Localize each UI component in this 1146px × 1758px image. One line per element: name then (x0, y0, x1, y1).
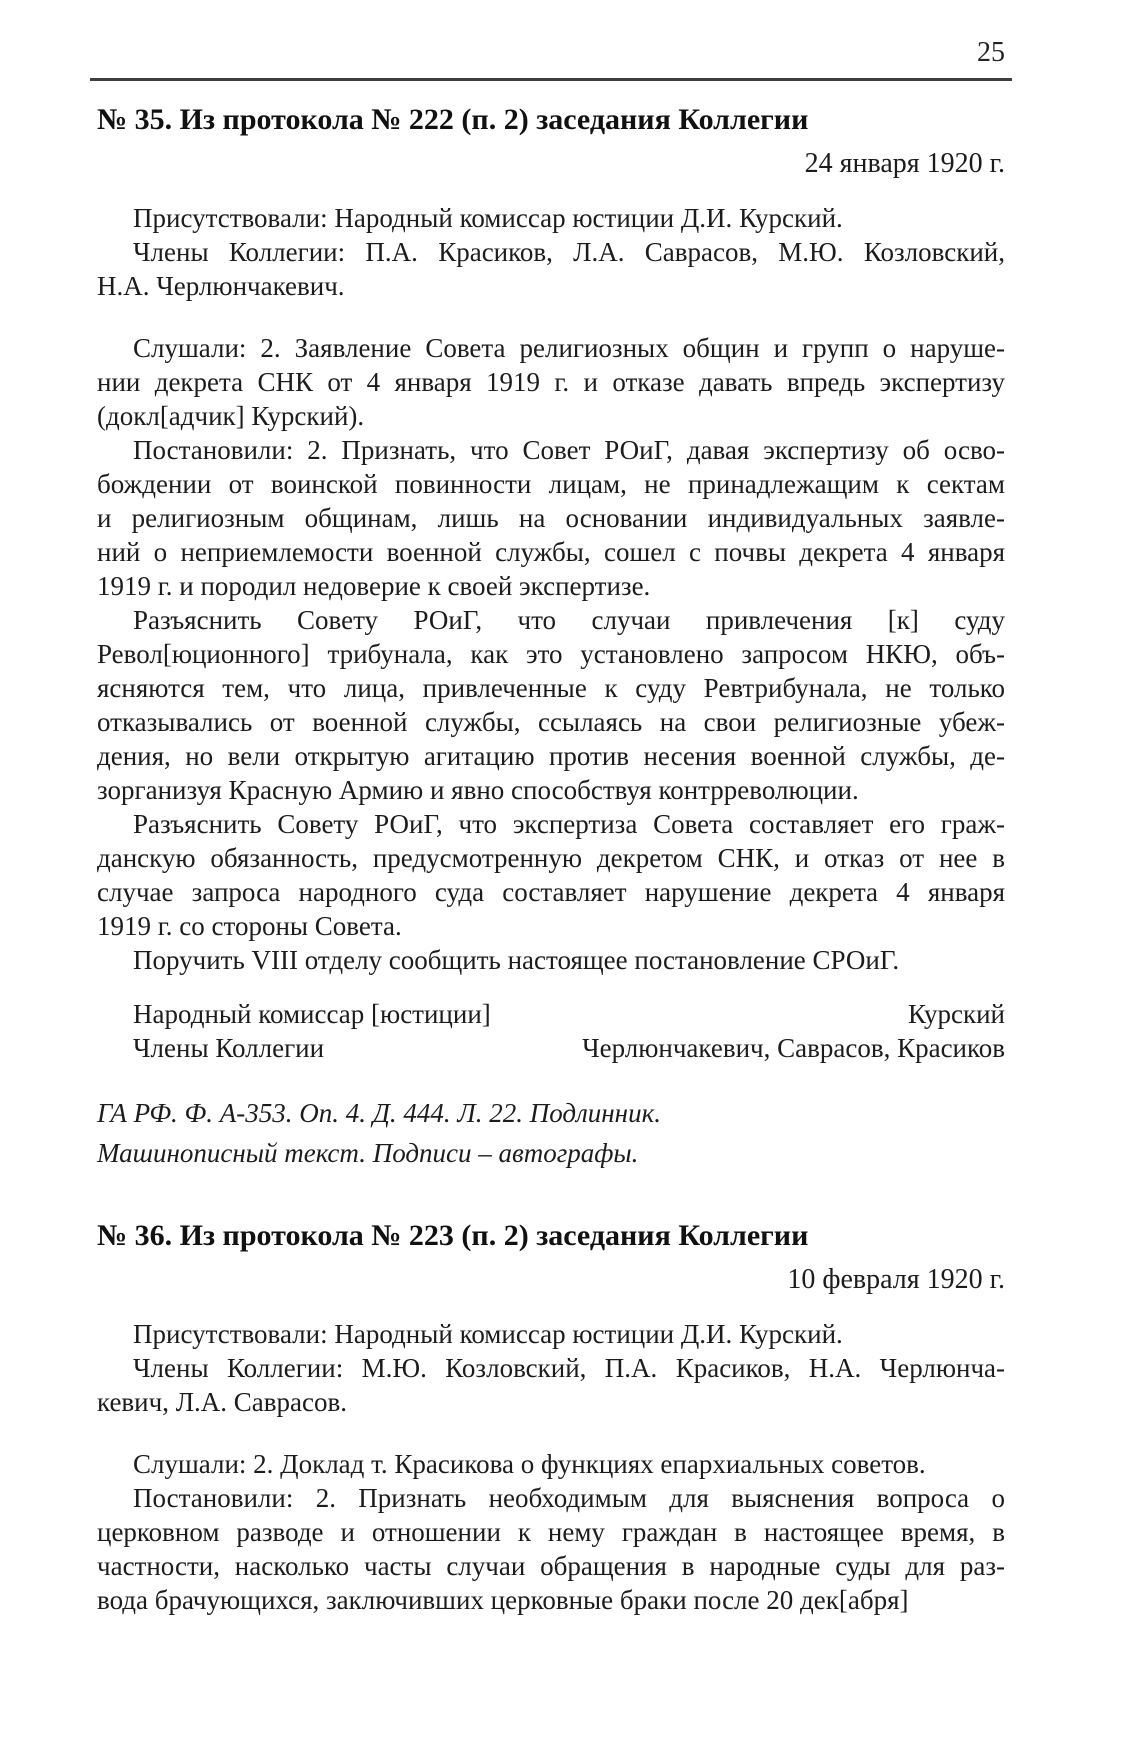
page-number: 25 (977, 37, 1005, 68)
text-line: случае запроса народного суда составляет нарушение декрета 4 января (97, 877, 1005, 907)
doc-36-date: 10 февраля 1920 г. (787, 1264, 1005, 1295)
paragraph (97, 235, 1005, 303)
document-36 (97, 1217, 1005, 1617)
text-line: Присутствовали: Народный комиссар юстиции Д.И. Курский. (133, 203, 843, 233)
text-line: Разъяснить Совету РОиГ, что экспертиза Совета составляет его граж- (133, 809, 1005, 839)
text-line: нии декрета СНК от 4 января 1919 г. и отказе давать впредь экспертизу (97, 367, 1005, 397)
doc-35-date: 24 января 1920 г. (804, 148, 1005, 179)
text-line: Постановили: 2. Признать необходимым для выяснения вопроса о (133, 1483, 1005, 1513)
text-line: Члены Коллегии: М.Ю. Козловский, П.А. Красиков, Н.А. Черлюнча- (133, 1353, 1005, 1383)
text-line: Постановили: 2. Признать, что Совет РОиГ, давая экспертизу об осво- (133, 435, 1005, 465)
text-line: 1919 г. со стороны Совета. (97, 911, 402, 941)
text-line: Присутствовали: Народный комиссар юстиции Д.И. Курский. (133, 1319, 843, 1349)
signature-role: Народный комиссар [юстиции] (133, 999, 491, 1029)
text-line: (докл[адчик] Курский). (97, 401, 365, 431)
signature-row (97, 1031, 1005, 1065)
paragraph (97, 603, 1005, 807)
archive-reference: ГА РФ. Ф. А-353. Оп. 4. Д. 444. Л. 22. Подлинник. (97, 1098, 661, 1128)
text-line: Слушали: 2. Доклад т. Красикова о функциях епархиальных советов. (133, 1449, 926, 1479)
paragraph (97, 433, 1005, 603)
text-line: данскую обязанность, предусмотренную декретом СНК, и отказ от нее в (97, 843, 1005, 873)
text-line: Члены Коллегии: П.А. Красиков, Л.А. Саврасов, М.Ю. Козловский, (133, 237, 1005, 267)
paragraph (97, 1351, 1005, 1419)
text-line: ний о неприемлемости военной службы, сошел с почвы декрета 4 января (97, 537, 1005, 567)
text-line: Разъяснить Совету РОиГ, что случаи привлечения [к] суду (133, 605, 1005, 635)
text-line: вода брачующихся, заключивших церковные браки после 20 дек[абря] (97, 1585, 909, 1615)
doc-36-body (97, 1317, 1005, 1617)
text-line: Револ[юционного] трибунала, как это установлено запросом НКЮ, объ- (97, 639, 1005, 669)
paragraph (97, 1317, 1005, 1351)
paragraph (97, 201, 1005, 235)
text-line: 1919 г. и породил недоверие к своей экспертизе. (97, 571, 651, 601)
text-line: ясняются тем, что лица, привлеченные к суду Ревтрибунала, не только (97, 673, 1005, 703)
paragraph (97, 1447, 1005, 1481)
doc-36-heading: № 36. Из протокола № 223 (п. 2) заседания Коллегии (97, 1219, 809, 1252)
text-line: частности, насколько часты случаи обращения в народные суды для раз- (97, 1551, 1005, 1581)
document-35 (97, 101, 1005, 1173)
text-line: Н.А. Черлюнчакевич. (97, 271, 345, 301)
doc-35-source (97, 1093, 1005, 1173)
text-line: Поручить VIII отделу сообщить настоящее постановление СРОиГ. (133, 945, 900, 975)
signature-role: Члены Коллегии (133, 1033, 325, 1063)
doc-35-body (97, 201, 1005, 977)
text-line: отказывались от военной службы, ссылаясь на свои религиозные убеж- (97, 707, 1005, 737)
text-line: церковном разводе и отношении к нему граждан в настоящее время, в (97, 1517, 1005, 1547)
signature-row (97, 997, 1005, 1031)
text-line: кевич, Л.А. Саврасов. (97, 1387, 347, 1417)
doc-35-signatures (97, 997, 1005, 1065)
paragraph (97, 331, 1005, 433)
text-line: дения, но вели открытую агитацию против несения военной службы, де- (97, 741, 1005, 771)
document-type-note: Машинописный текст. Подписи – автографы. (97, 1138, 639, 1168)
text-line: и религиозным общинам, лишь на основании индивидуальных заявле- (97, 503, 1005, 533)
signature-name: Курский (908, 999, 1005, 1029)
paragraph (97, 943, 1005, 977)
text-line: Слушали: 2. Заявление Совета религиозных общин и групп о наруше- (133, 333, 1005, 363)
header-rule (90, 78, 1012, 81)
doc-35-heading: № 35. Из протокола № 222 (п. 2) заседания Коллегии (97, 103, 809, 136)
paragraph (97, 1481, 1005, 1617)
paragraph (97, 807, 1005, 943)
signature-name: Черлюнчакевич, Саврасов, Красиков (582, 1033, 1005, 1063)
text-line: зорганизуя Красную Армию и явно способствуя контрреволюции. (97, 775, 859, 805)
text-line: бождении от воинской повинности лицам, не принадлежащим к сектам (97, 469, 1005, 499)
